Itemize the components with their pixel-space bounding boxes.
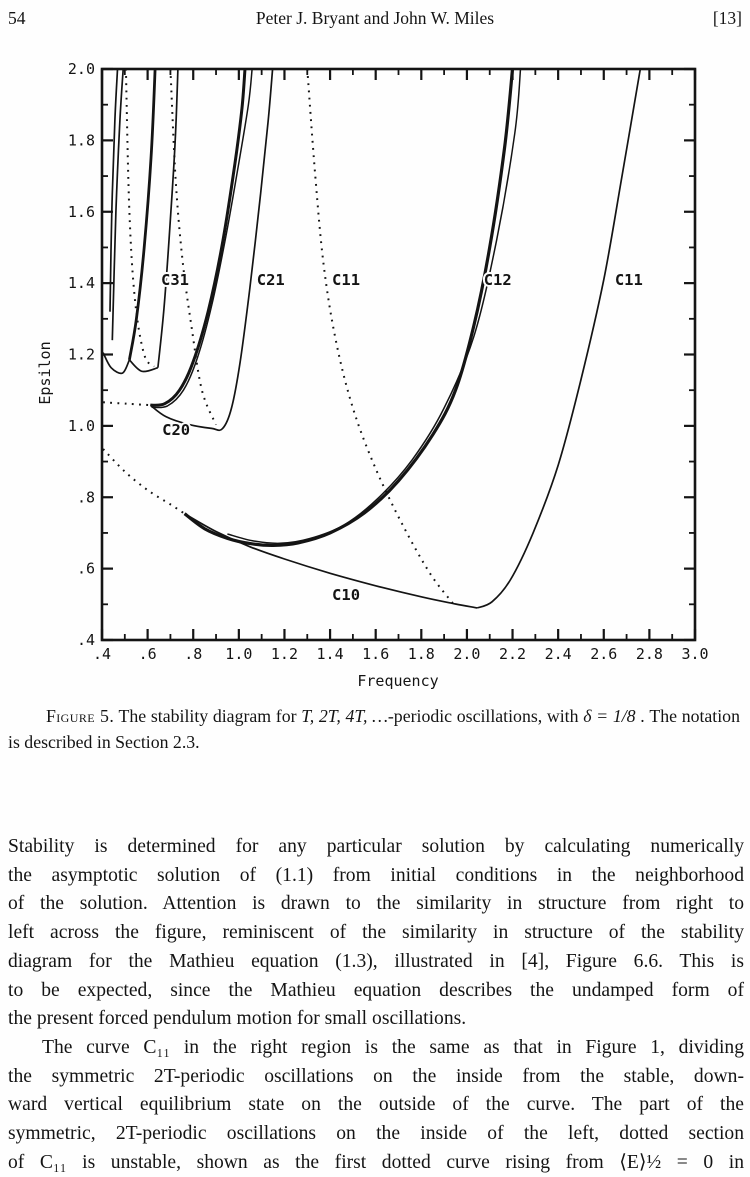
running-title: Peter J. Bryant and John W. Miles [255,8,495,28]
text-line: of C₁₁ is unstable, shown as the first dotted curve rising from ⟨E⟩½ = 0 in [8,1151,744,1173]
curve-c21-thin [152,69,253,408]
curve-label-c31: C31 [160,271,189,290]
stability-diagram-plot [0,58,750,708]
curve-c12-thick [185,69,513,545]
curve-c31-dotted-left [126,69,154,367]
figure-caption-text-a: The stability diagram for [114,706,302,726]
figure-caption-label: Figure 5. [46,706,115,726]
figure-caption-text-c: . The notation is described in Section 2.3. [8,706,740,752]
y-tick-label: 1.8 [67,131,95,150]
text-line: The curve C₁₁ in the right region is the same as that in Figure 1, dividing [42,1036,744,1058]
y-axis-title: Epsilon [36,341,54,405]
x-tick-label: .6 [138,645,157,663]
x-axis-title: Frequency [357,672,439,690]
y-tick-label: .6 [76,559,95,578]
x-tick-label: 1.2 [270,645,299,663]
text-line: Stability is determined for any particular solution by calculating numerically [8,836,744,857]
curve-label-c20: C20 [162,420,191,439]
x-tick-label: 2.6 [590,645,618,663]
text-line: the symmetric 2T-periodic oscillations on the inside from the stable, down- [8,1065,744,1087]
y-tick-label: 1.6 [67,202,95,221]
reference-number: [13] [712,8,742,28]
curve-c31-right-branch [158,69,178,368]
curve-c11-mid-dotted [307,69,453,603]
x-tick-label: 2.2 [498,645,527,663]
curve-c10-curve [185,514,478,608]
y-tick-label: 2.0 [67,60,95,78]
y-tick-label: 1.0 [67,416,95,435]
curve-label-c11: C11 [614,271,643,290]
figure-caption-math-a: T, 2T, 4T, … [301,706,388,726]
text-line: diagram for the Mathieu equation (1.3), illustrated in [4], Figure 6.6. This is [8,950,744,972]
curve-label-c11: C11 [332,271,361,290]
text-line: left across the figure, reminiscent of the similarity in structure of the stability [8,922,744,944]
y-tick-label: .8 [76,488,95,507]
x-tick-label: 1.4 [316,645,344,663]
curve-label-c21: C21 [256,271,285,290]
x-tick-label: 2.0 [453,645,481,663]
curve-c20-lead-dotted [103,402,150,405]
x-tick-label: 1.6 [362,645,390,663]
curve-c31-cusp [129,360,158,372]
curve-left-pair-2 [112,69,123,340]
x-tick-label: 2.8 [635,645,663,663]
y-tick-label: .4 [76,631,95,649]
x-tick-label: 2.4 [544,645,572,663]
body-text [8,833,744,1177]
x-tick-label: .4 [92,645,112,663]
curve-c12-thin [227,69,520,543]
curve-left-cusp [103,353,129,374]
figure-caption-math-b: δ = 1/8 [583,706,636,726]
plot-border [102,69,695,640]
text-line: to be expected, since the Mathieu equation describes the undamped form of [8,979,744,1001]
text-line: the asymptotic solution of (1.1) from initial conditions in the neighborhood [8,864,744,886]
figure-5 [0,58,750,708]
curve-c11-left-dotted [103,449,185,514]
curve-c31-left-branch [129,69,155,360]
page-number: 54 [8,8,26,28]
text-line: the present forced pendulum motion for small oscillations. [8,1008,467,1030]
y-tick-label: 1.2 [67,345,95,364]
curve-label-c12: C12 [483,271,512,290]
figure-caption [8,703,740,755]
x-tick-label: 1.8 [407,645,435,663]
y-tick-label: 1.4 [67,274,95,293]
figure-caption-text-b: -periodic oscillations, with [387,706,584,726]
x-tick-label: 1.0 [225,645,253,663]
curve-label-c10: C10 [332,585,361,604]
text-line: of the solution. Attention is drawn to the similarity in structure from right to [8,893,744,915]
curve-c11-right [477,69,640,608]
page-header [8,8,742,30]
text-line: symmetric, 2T-periodic oscillations on the inside of the left, dotted section [8,1123,744,1145]
x-tick-label: .8 [184,645,203,663]
text-line: ward vertical equilibrium state on the outside of the curve. The part of the [8,1094,744,1116]
x-tick-label: 3.0 [681,645,709,663]
